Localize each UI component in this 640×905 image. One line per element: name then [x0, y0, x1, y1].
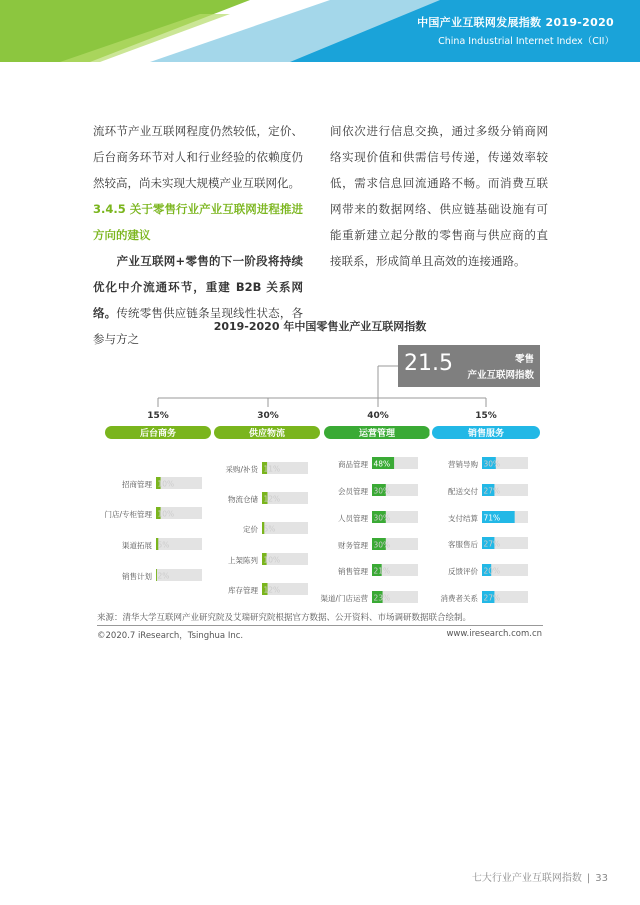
index-label-line2: 产业互联网指数	[467, 370, 534, 381]
value-label: 30%	[373, 540, 391, 550]
value-label: 71%	[483, 513, 501, 523]
value-label: 48%	[373, 459, 391, 469]
group-header-label: 供应物流	[248, 429, 286, 439]
category-label: 渠道拓展	[122, 541, 152, 550]
value-label: 23%	[373, 593, 391, 603]
website-link[interactable]: www.iresearch.com.cn	[446, 629, 542, 639]
group-weight-label: 30%	[257, 411, 279, 421]
value-label: 30%	[373, 513, 391, 523]
value-label: 2%	[157, 571, 170, 581]
copyright: ©2020.7 iResearch，Tsinghua Inc.	[97, 631, 244, 641]
value-label: 11%	[263, 464, 281, 474]
category-label: 销售计划	[122, 572, 152, 581]
category-label: 财务管理	[338, 541, 368, 550]
index-label-line1: 零售	[514, 354, 534, 365]
source-note: 来源：清华大学互联网产业研究院及艾瑞研究院根据官方数据、公开资料、市场调研数据联合绘制。	[97, 613, 472, 623]
category-label: 门店/专柜管理	[104, 510, 152, 519]
paragraph: 流环节产业互联网程度仍然较低，定价、后台商务环节对人和行业经验的依赖度仍然较高，尚未实现大规模产业互联网化。	[93, 124, 303, 190]
value-label: 27%	[483, 593, 501, 603]
chart-title: 2019-2020 年中国零售业产业互联网指数	[213, 320, 427, 333]
bold-lead: 产业互联网+零售的下一阶段将持续优化中介流通环节，重建 B2B 关系网络。	[93, 254, 303, 320]
group-header-label: 后台商务	[139, 429, 177, 439]
value-label: 12%	[263, 494, 281, 504]
category-label: 营销导购	[448, 460, 478, 469]
paragraph-rest: 传统零售供应链条呈现线性状态，各参与方之	[93, 306, 304, 346]
group-header-label: 销售服务	[467, 429, 505, 439]
paragraph: 间依次进行信息交换，通过多级分销商网络实现价值和供需信号传递，传递效率较低，需求信息回流通路不畅。而消费互联网带来的数据网络、供应链基础设施有可能重新建立起分散的零售商与供应商的直接联系，形成简单且高效的连接通路。	[330, 124, 548, 268]
value-label: 30%	[483, 459, 501, 469]
value-label: 30%	[373, 486, 391, 496]
page-number: 33	[595, 873, 608, 884]
report-title: 中国产业互联网发展指数 2019-2020	[417, 16, 614, 29]
category-label: 客服售后	[448, 540, 478, 549]
value-label: 27%	[483, 539, 501, 549]
value-label: 10%	[263, 555, 281, 565]
category-label: 反馈评价	[448, 567, 478, 576]
group-weight-label: 40%	[367, 411, 389, 421]
group-header-label: 运营管理	[358, 429, 396, 439]
value-label: 12%	[263, 585, 281, 595]
category-label: 会员管理	[338, 487, 368, 496]
category-label: 消费者关系	[440, 594, 478, 603]
value-label: 10%	[157, 509, 175, 519]
category-label: 物流仓储	[228, 495, 258, 504]
group-weight-label: 15%	[147, 411, 169, 421]
value-label: 27%	[483, 486, 501, 496]
footer-separator: |	[586, 873, 591, 884]
category-label: 上架陈列	[228, 556, 258, 565]
value-label: 21%	[373, 566, 391, 576]
divider	[97, 625, 543, 626]
category-label: 定价	[243, 525, 258, 534]
value-label: 5%	[157, 540, 170, 550]
value-label: 5%	[263, 524, 276, 534]
footer-section: 七大行业产业互联网指数	[471, 873, 582, 884]
index-value: 21.5	[404, 351, 453, 376]
page-footer	[472, 869, 608, 884]
category-label: 招商管理	[122, 480, 152, 489]
group-weight-label: 15%	[475, 411, 497, 421]
category-label: 库存管理	[228, 586, 258, 595]
category-label: 采购/补货	[225, 465, 258, 474]
value-label: 20%	[483, 566, 501, 576]
report-subtitle: China Industrial Internet Index（CII）	[438, 36, 614, 47]
category-label: 人员管理	[338, 514, 368, 523]
category-label: 渠道/门店运营	[320, 594, 368, 603]
category-label: 销售管理	[338, 567, 368, 576]
category-label: 支付结算	[448, 514, 478, 523]
section-heading: 3.4.5 关于零售行业产业互联网进程推进方向的建议	[93, 202, 303, 242]
value-label: 10%	[157, 479, 175, 489]
category-label: 商品管理	[338, 460, 368, 469]
category-label: 配送交付	[448, 487, 478, 496]
